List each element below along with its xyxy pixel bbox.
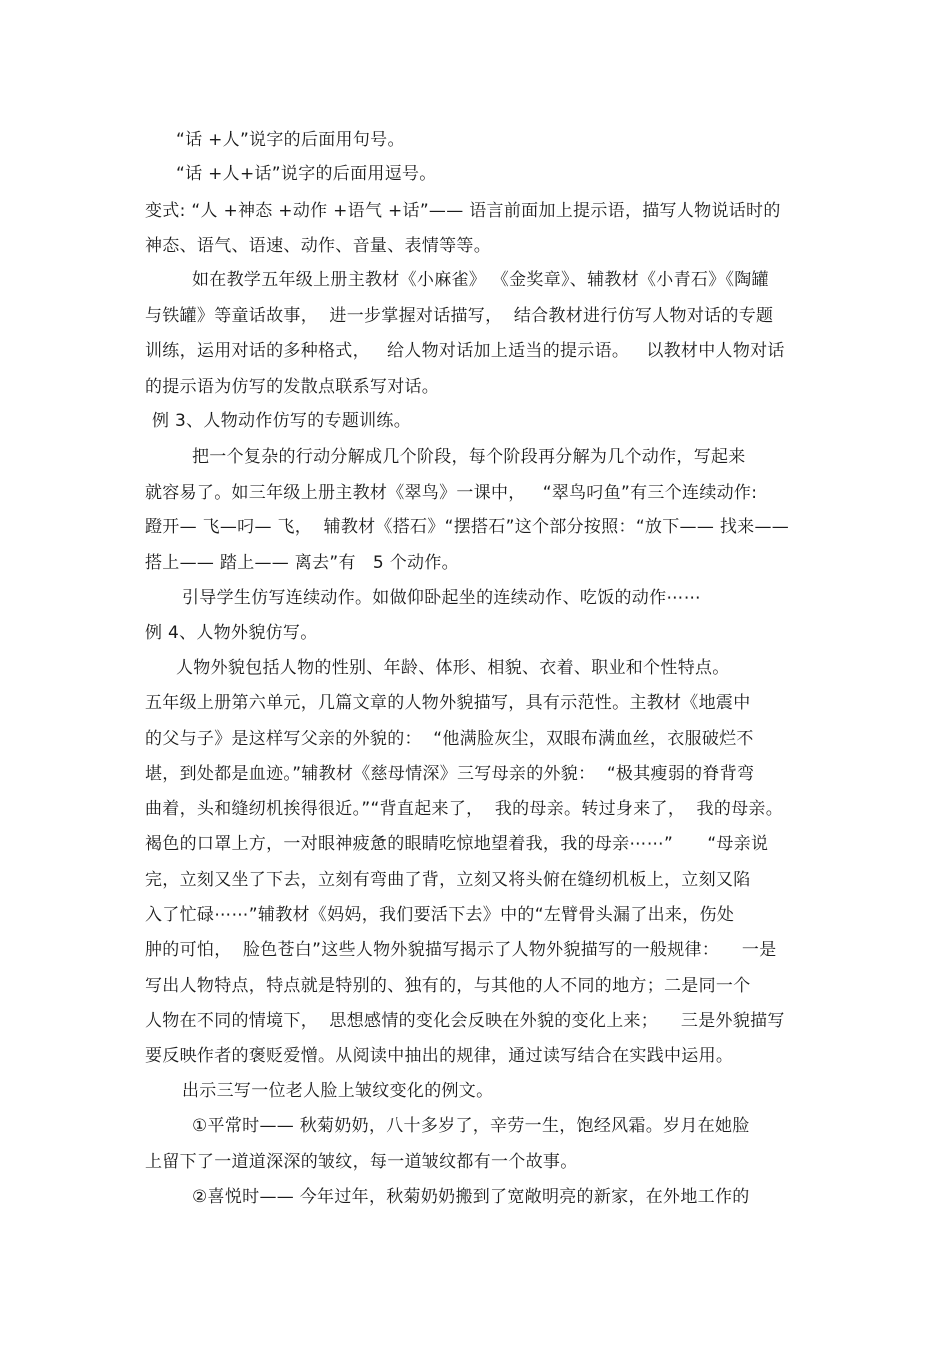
text-line: 人物在不同的情境下， 思想感情的变化会反映在外貌的变化上来； 三是外貌描写 — [145, 1011, 785, 1031]
text-line: “话 +人”说字的后面用句号。 — [176, 130, 405, 150]
text-line: 就容易了。如三年级上册主教材《翠鸟》一课中， “翠鸟叼鱼”有三个连续动作: — [145, 483, 758, 503]
section-heading: 例 3、人物动作仿写的专题训练。 — [152, 411, 412, 431]
text-line: 人物外貌包括人物的性别、年龄、体形、相貌、衣着、职业和个性特点。 — [176, 658, 730, 678]
text-line: 与铁罐》等童话故事， 进一步掌握对话描写， 结合教材进行仿写人物对话的专题 — [145, 306, 774, 326]
text-line: 如在教学五年级上册主教材《小麻雀》 《金奖章》、辅教材《小青石》《陶罐 — [192, 270, 769, 290]
text-line: 堪，到处都是血迹。”辅教材《慈母情深》三写母亲的外貌： “极其瘦弱的脊背弯 — [145, 764, 755, 784]
text-line: 要反映作者的褒贬爱憎。从阅读中抽出的规律，通过读写结合在实践中运用。 — [145, 1046, 734, 1066]
text-line: 出示三写一位老人脸上皱纹变化的例文。 — [182, 1081, 494, 1101]
text-line: ①平常时—— 秋菊奶奶，八十多岁了，辛劳一生，饱经风霜。岁月在她脸 — [192, 1116, 750, 1136]
text-line: 把一个复杂的行动分解成几个阶段，每个阶段再分解为几个动作，写起来 — [192, 447, 746, 467]
text-line: 蹬开— 飞—叼— 飞， 辅教材《搭石》“摆搭石”这个部分按照：“放下—— 找来—— — [145, 517, 790, 537]
text-line: 入了忙碌⋯⋯”辅教材《妈妈，我们要活下去》中的“左臂骨头漏了出来，伤处 — [145, 905, 735, 925]
text-line: ②喜悦时—— 今年过年，秋菊奶奶搬到了宽敞明亮的新家，在外地工作的 — [192, 1187, 750, 1207]
text-line: 的父与子》是这样写父亲的外貌的： “他满脸灰尘，双眼布满血丝，衣服破烂不 — [145, 729, 754, 749]
text-line: 写出人物特点，特点就是特别的、独有的，与其他的人不同的地方；二是同一个 — [145, 976, 751, 996]
text-line: 完，立刻又坐了下去，立刻有弯曲了背，立刻又将头俯在缝纫机板上，立刻又陷 — [145, 870, 751, 890]
text-line: 搭上—— 踏上—— 离去”有 5 个动作。 — [145, 553, 459, 573]
text-line: 引导学生仿写连续动作。如做仰卧起坐的连续动作、吃饭的动作⋯⋯ — [182, 588, 701, 608]
text-line: 五年级上册第六单元，几篇文章的人物外貌描写，具有示范性。主教材《地震中 — [145, 693, 751, 713]
text-line: 训练，运用对话的多种格式， 给人物对话加上适当的提示语。 以教材中人物对话 — [145, 341, 785, 361]
text-line: 变式: “人 +神态 +动作 +语气 +话”—— 语言前面加上提示语，描写人物说话时的 — [145, 201, 781, 221]
text-line: 肿的可怕， 脸色苍白”这些人物外貌描写揭示了人物外貌描写的一般规律： 一是 — [145, 940, 777, 960]
text-line: 褐色的口罩上方，一对眼神疲惫的眼睛吃惊地望着我，我的母亲⋯⋯” “母亲说 — [145, 834, 769, 854]
text-line: 上留下了一道道深深的皱纹，每一道皱纹都有一个故事。 — [145, 1152, 578, 1172]
section-heading: 例 4、人物外貌仿写。 — [145, 623, 318, 643]
text-line: 神态、语气、语速、动作、音量、表情等等。 — [145, 236, 491, 256]
text-line: 的提示语为仿写的发散点联系写对话。 — [145, 377, 440, 397]
text-line: “话 +人+话”说字的后面用逗号。 — [176, 164, 437, 184]
text-line: 曲着，头和缝纫机挨得很近。”“背直起来了， 我的母亲。转过身来了， 我的母亲。 — [145, 799, 784, 819]
